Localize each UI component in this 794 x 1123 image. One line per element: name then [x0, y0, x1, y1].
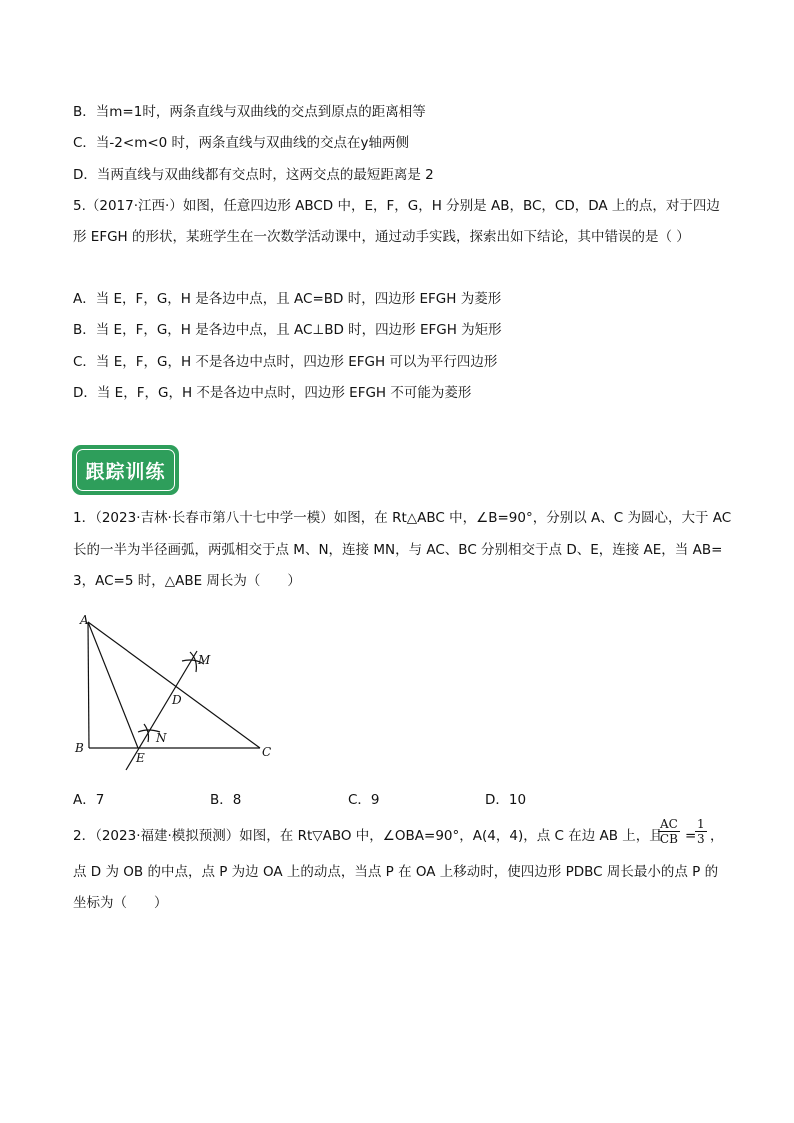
- t1-stem-line3: 3，AC=5 时，△ABE 周长为（ ）: [73, 573, 301, 589]
- label-b: B: [75, 741, 84, 755]
- q5-option-a: A．当 E，F，G，H 是各边中点，且 AC=BD 时，四边形 EFGH 为菱形: [73, 291, 502, 307]
- t2-stem-line1-text: 2．（2023·福建·模拟预测）如图，在 Rt▽ABO 中，∠OBA=90°，A(4，4)，点 C 在边 AB 上，且: [73, 828, 663, 844]
- label-n: N: [156, 731, 167, 745]
- q5-stem-line2: 形 EFGH 的形状，某班学生在一次数学活动课中，通过动手实践，探索出如下结论，其中错误的是（ ）: [73, 229, 690, 245]
- section-badge: [72, 445, 179, 495]
- triangle-figure: [70, 608, 290, 778]
- prev-option-d: D．当两直线与双曲线都有交点时，这两交点的最短距离是 2: [73, 167, 434, 183]
- t1-stem-line2: 长的一半为半径画弧，两弧相交于点 M、N，连接 MN，与 AC、BC 分别相交于点 D、E，连接 AE，当 AB=: [73, 542, 723, 558]
- t2-stem-line1-end: ，: [710, 828, 724, 844]
- t1-option-b: B．8: [210, 792, 242, 808]
- q5-stem-line1: 5.（2017·江西·）如图，任意四边形 ABCD 中，E，F，G，H 分别是 AB，BC，CD，DA 上的点，对于四边: [73, 198, 720, 214]
- fraction-ac-cb: [658, 817, 680, 846]
- t2-stem-line1: [73, 826, 663, 846]
- label-e: E: [136, 751, 145, 765]
- label-m: M: [198, 653, 211, 667]
- label-d: D: [172, 693, 182, 707]
- section-badge-label: 跟踪训练: [85, 461, 166, 483]
- t1-option-d: D．10: [485, 792, 527, 808]
- label-c: C: [262, 745, 272, 759]
- t1-option-c: C．9: [348, 792, 380, 808]
- fraction-ac-cb-denominator: CB: [659, 832, 678, 846]
- t2-stem-line3: 坐标为（ ）: [73, 895, 168, 911]
- label-a: A: [80, 613, 89, 627]
- prev-option-c: C．当-2<m<0 时，两条直线与双曲线的交点在y轴两侧: [73, 135, 410, 151]
- fraction-one-third-denominator: 3: [697, 832, 705, 846]
- segment-ab: [88, 622, 89, 748]
- prev-option-b: B．当m=1时，两条直线与双曲线的交点到原点的距离相等: [73, 104, 426, 120]
- q5-option-d: D．当 E，F，G，H 不是各边中点时，四边形 EFGH 不可能为菱形: [73, 385, 472, 401]
- fraction-ac-cb-numerator: AC: [660, 817, 678, 831]
- segment-ac: [88, 622, 260, 748]
- fraction-one-third-numerator: 1: [697, 817, 705, 831]
- fraction-one-third: [695, 817, 707, 846]
- t1-option-a: A．7: [73, 792, 105, 808]
- equals-sign: =: [685, 828, 697, 844]
- q5-option-c: C．当 E，F，G，H 不是各边中点时，四边形 EFGH 可以为平行四边形: [73, 354, 498, 370]
- t1-stem-line1: 1．（2023·吉林·长春市第八十七中学一模）如图，在 Rt△ABC 中，∠B=90°，分别以 A、C 为圆心，大于 AC: [73, 510, 732, 526]
- t2-stem-line2: 点 D 为 OB 的中点，点 P 为边 OA 上的动点，当点 P 在 OA 上移动时，使四边形 PDBC 周长最小的点 P 的: [73, 864, 719, 880]
- q5-option-b: B．当 E，F，G，H 是各边中点，且 AC⊥BD 时，四边形 EFGH 为矩形: [73, 322, 502, 338]
